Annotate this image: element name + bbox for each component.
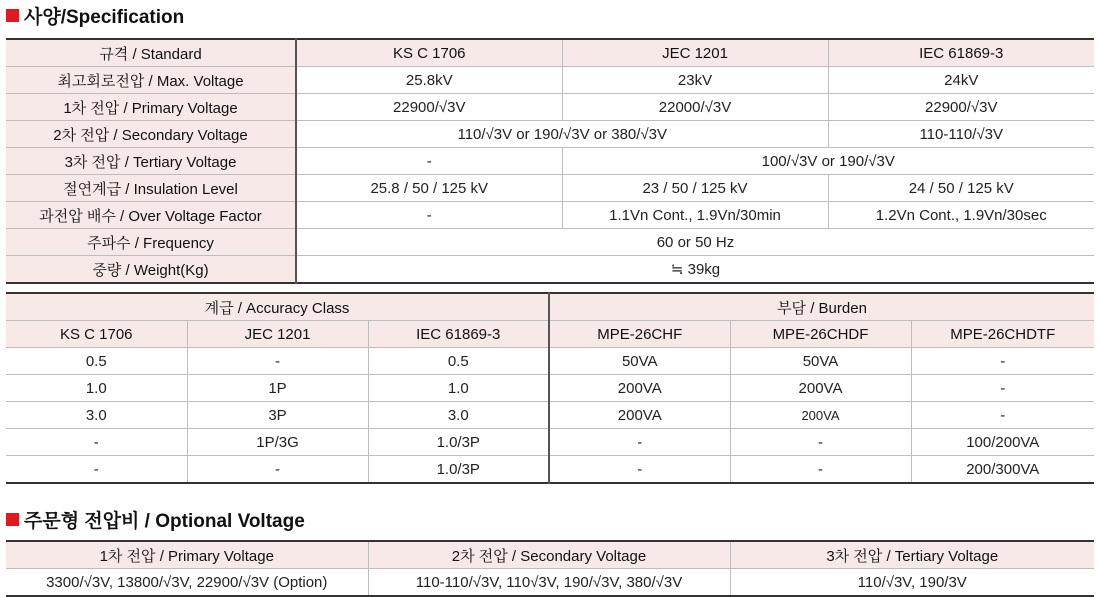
cell: 1.0 (6, 375, 187, 402)
cell: 24kV (828, 67, 1094, 94)
header-ks: KS C 1706 (296, 39, 562, 67)
table-row (6, 67, 1094, 94)
header-iec: IEC 61869-3 (828, 39, 1094, 67)
cell: - (730, 429, 911, 456)
cell: - (6, 429, 187, 456)
red-square-icon (6, 513, 19, 526)
cell: 25.8 / 50 / 125 kV (296, 175, 562, 202)
cell: - (187, 456, 368, 484)
cell: 3P (187, 402, 368, 429)
table-header-row (6, 541, 1094, 569)
cell: 50VA (549, 348, 730, 375)
column-header: MPE-26CHF (549, 321, 730, 348)
cell: 110/√3V, 190/3V (730, 569, 1094, 597)
column-header: 1차 전압 / Primary Voltage (6, 541, 368, 569)
row-label: 중량 / Weight(Kg) (6, 256, 296, 284)
cell: - (911, 348, 1094, 375)
table-row (6, 121, 1094, 148)
column-header: KS C 1706 (6, 321, 187, 348)
table-row (6, 256, 1094, 284)
table-row (6, 456, 1094, 484)
cell: 200VA (549, 375, 730, 402)
cell: 3.0 (368, 402, 549, 429)
burden-header: 부담 / Burden (549, 293, 1094, 321)
cell: 1.0/3P (368, 456, 549, 484)
cell: 3300/√3V, 13800/√3V, 22900/√3V (Option) (6, 569, 368, 597)
table-group-header-row (6, 293, 1094, 321)
cell: 22000/√3V (562, 94, 828, 121)
table-row (6, 429, 1094, 456)
cell: 1.2Vn Cont., 1.9Vn/30sec (828, 202, 1094, 229)
specification-table (6, 38, 1094, 284)
cell: 200/300VA (911, 456, 1094, 484)
optional-voltage-title (6, 506, 305, 532)
row-label: 2차 전압 / Secondary Voltage (6, 121, 296, 148)
cell: 200VA (730, 375, 911, 402)
cell: 0.5 (368, 348, 549, 375)
cell: - (911, 402, 1094, 429)
cell: 100/√3V or 190/√3V (562, 148, 1094, 175)
cell: 1.0/3P (368, 429, 549, 456)
cell: 3.0 (6, 402, 187, 429)
column-header: 2차 전압 / Secondary Voltage (368, 541, 730, 569)
table-row (6, 175, 1094, 202)
cell: 50VA (730, 348, 911, 375)
cell: 1P/3G (187, 429, 368, 456)
column-header: IEC 61869-3 (368, 321, 549, 348)
table-row (6, 148, 1094, 175)
column-header: 3차 전압 / Tertiary Voltage (730, 541, 1094, 569)
cell: 60 or 50 Hz (296, 229, 1094, 256)
cell: 1.1Vn Cont., 1.9Vn/30min (562, 202, 828, 229)
cell: 200VA (549, 402, 730, 429)
row-label: 최고회로전압 / Max. Voltage (6, 67, 296, 94)
red-square-icon (6, 9, 19, 22)
table-row (6, 202, 1094, 229)
cell: 23kV (562, 67, 828, 94)
row-label: 1차 전압 / Primary Voltage (6, 94, 296, 121)
cell: - (296, 202, 562, 229)
cell: - (296, 148, 562, 175)
cell: 110-110/√3V, 110√3V, 190/√3V, 380/√3V (368, 569, 730, 597)
cell: - (6, 456, 187, 484)
table-header-row (6, 321, 1094, 348)
table-row (6, 348, 1094, 375)
cell: 1.0 (368, 375, 549, 402)
column-header: MPE-26CHDF (730, 321, 911, 348)
optional-voltage-table (6, 540, 1094, 597)
header-jec: JEC 1201 (562, 39, 828, 67)
cell: - (187, 348, 368, 375)
specification-title (6, 2, 184, 28)
cell: - (911, 375, 1094, 402)
cell: - (549, 456, 730, 484)
row-label: 주파수 / Frequency (6, 229, 296, 256)
accuracy-class-header: 계급 / Accuracy Class (6, 293, 549, 321)
cell: 200VA (730, 402, 911, 429)
table-row (6, 229, 1094, 256)
cell: 1P (187, 375, 368, 402)
cell: ≒ 39kg (296, 256, 1094, 284)
cell: 22900/√3V (828, 94, 1094, 121)
specification-title-text: 사양/Specification (24, 6, 185, 28)
cell: 110-110/√3V (828, 121, 1094, 148)
cell: 22900/√3V (296, 94, 562, 121)
table-row (6, 375, 1094, 402)
row-label: 3차 전압 / Tertiary Voltage (6, 148, 296, 175)
table-row (6, 94, 1094, 121)
cell: 0.5 (6, 348, 187, 375)
column-header: MPE-26CHDTF (911, 321, 1094, 348)
cell: 23 / 50 / 125 kV (562, 175, 828, 202)
column-header: JEC 1201 (187, 321, 368, 348)
table-row (6, 402, 1094, 429)
header-standard: 규격 / Standard (6, 39, 296, 67)
cell: - (730, 456, 911, 484)
cell: 100/200VA (911, 429, 1094, 456)
table-row (6, 569, 1094, 597)
cell: - (549, 429, 730, 456)
row-label: 과전압 배수 / Over Voltage Factor (6, 202, 296, 229)
cell: 110/√3V or 190/√3V or 380/√3V (296, 121, 828, 148)
optional-voltage-title-text: 주문형 전압비 / Optional Voltage (24, 510, 305, 532)
cell: 24 / 50 / 125 kV (828, 175, 1094, 202)
cell: 25.8kV (296, 67, 562, 94)
accuracy-burden-table (6, 292, 1094, 484)
row-label: 절연계급 / Insulation Level (6, 175, 296, 202)
table-header-row (6, 39, 1094, 67)
